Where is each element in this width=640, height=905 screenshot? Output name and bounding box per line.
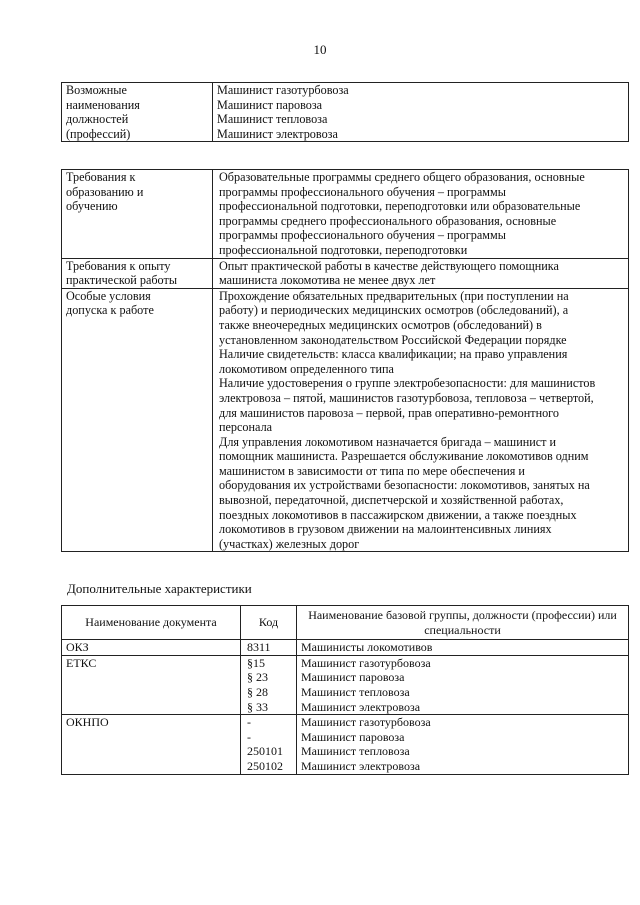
table-row: [62, 83, 629, 142]
name: Машинист электровоза: [301, 699, 421, 714]
value-line: локомотивом определенного типа: [219, 361, 394, 376]
value-line: профессиональной подготовки, переподготовки или образовательные: [219, 199, 581, 214]
label-line: наименования: [66, 97, 140, 112]
value-line: локомотивов в грузовом движении на малоинтенсивных линиях: [219, 522, 552, 537]
table-header-row: [62, 606, 629, 640]
value-line: Образовательные программы среднего общего образования, основные: [219, 170, 585, 184]
value-line: Для управления локомотивом назначается бригада – машинист и: [219, 434, 557, 449]
name: Машинист тепловоза: [301, 744, 410, 759]
table-row: [62, 715, 629, 774]
admission-label: [62, 288, 213, 552]
label-line: должностей: [66, 112, 129, 127]
value-line: Прохождение обязательных предварительных (при поступлении на: [219, 288, 569, 303]
value-line: машинистом в зависимости от типа по мере обеспечения и: [219, 463, 525, 478]
name: Машинисты локомотивов: [301, 640, 433, 655]
value-line: также внеочередных медицинских осмотров (обследований) в: [219, 317, 542, 332]
value-line: Машинист газотурбовоза: [217, 83, 349, 97]
name: Машинист электровоза: [301, 758, 421, 773]
value-line: программы профессионального обучения – программы: [219, 184, 506, 199]
section-title: Дополнительные характеристики: [67, 581, 252, 596]
label-line: образованию и: [66, 184, 144, 199]
value-line: для машинистов паровоза – первой, прав оперативно-ремонтного: [219, 405, 559, 420]
code: -: [247, 729, 251, 744]
education-label: [62, 170, 213, 259]
value-line: электровоза – пятой, машинистов газотурбовоза, тепловоза – четвертой,: [219, 390, 594, 405]
label-line: Особые условия: [66, 288, 151, 303]
table-row: [62, 640, 629, 656]
label-line: практической работы: [66, 273, 178, 288]
code: 250101: [247, 744, 283, 759]
label-line: обучению: [66, 199, 118, 214]
requirements-table: [61, 169, 629, 552]
code: -: [247, 715, 251, 730]
document-name: ЕТКС: [62, 655, 241, 714]
name: Машинист паровоза: [301, 670, 405, 685]
value-line: работу) и периодических медицинских осмотров (обследований), а: [219, 303, 569, 318]
label-line: Возможные: [66, 83, 127, 97]
page-number: 10: [313, 42, 327, 57]
table-row: [62, 170, 629, 259]
name-cell: [297, 715, 629, 774]
job-titles-label: [62, 83, 213, 142]
value-line: профессиональной подготовки, переподготовки: [219, 242, 468, 257]
value-line: программы профессионального обучения – программы: [219, 228, 506, 243]
value-line: Наличие свидетельств: класса квалификации; на право управления: [219, 347, 568, 362]
column-header: Наименование базовой группы, должности (профессии) или специальности: [297, 606, 629, 640]
value-line: персонала: [219, 420, 273, 435]
value-line: Опыт практической работы в качестве действующего помощника: [219, 258, 559, 273]
job-titles-table: [61, 82, 629, 142]
value-line: Наличие удостоверения о группе электробезопасности: для машинистов: [219, 376, 596, 391]
column-header: Наименование документа: [62, 606, 241, 640]
code: § 28: [247, 684, 268, 699]
code: §15: [247, 655, 265, 670]
experience-label: [62, 258, 213, 288]
value-line: поездных локомотивов в пассажирском движении, а также поездных: [219, 507, 577, 522]
job-titles-values: [213, 83, 629, 142]
value-line: установленном законодательством Российской Федерации порядке: [219, 332, 567, 347]
value-line: вывозной, передаточной, диспетчерской и хозяйственной работах,: [219, 493, 564, 508]
code-cell: [241, 655, 297, 714]
value-line: помощник машиниста. Разрешается обслуживание локомотивов одним: [219, 449, 589, 464]
value-line: программы среднего профессионального образования, основные: [219, 213, 557, 228]
code: 250102: [247, 758, 283, 773]
label-line: Требования к: [66, 170, 136, 184]
value-line: Машинист паровоза: [217, 97, 323, 112]
table-row: [62, 288, 629, 552]
document-name: ОКЗ: [62, 640, 241, 656]
admission-value: [213, 288, 629, 552]
document-name: ОКНПО: [62, 715, 241, 774]
code: § 33: [247, 699, 268, 714]
classifiers-table: [61, 605, 629, 775]
label-line: (профессий): [66, 126, 131, 141]
name: Машинист тепловоза: [301, 684, 410, 699]
name-cell: [297, 640, 629, 656]
name: Машинист газотурбовоза: [301, 715, 431, 730]
code-cell: [241, 715, 297, 774]
label-line: допуска к работе: [66, 303, 154, 318]
label-line: Требования к опыту: [66, 258, 171, 273]
code: 8311: [247, 640, 271, 655]
name-cell: [297, 655, 629, 714]
experience-value: [213, 258, 629, 288]
value-line: (участках) железных дорог: [219, 536, 360, 551]
table-row: [62, 655, 629, 714]
table-row: [62, 258, 629, 288]
name: Машинист паровоза: [301, 729, 405, 744]
value-line: Машинист тепловоза: [217, 112, 328, 127]
code-cell: [241, 640, 297, 656]
value-line: оборудования их устройствами безопасности: локомотивов, занятых на: [219, 478, 590, 493]
value-line: Машинист электровоза: [217, 126, 338, 141]
name: Машинист газотурбовоза: [301, 655, 431, 670]
column-header: Код: [241, 606, 297, 640]
value-line: машиниста локомотива не менее двух лет: [219, 273, 436, 288]
education-value: [213, 170, 629, 259]
code: § 23: [247, 670, 268, 685]
